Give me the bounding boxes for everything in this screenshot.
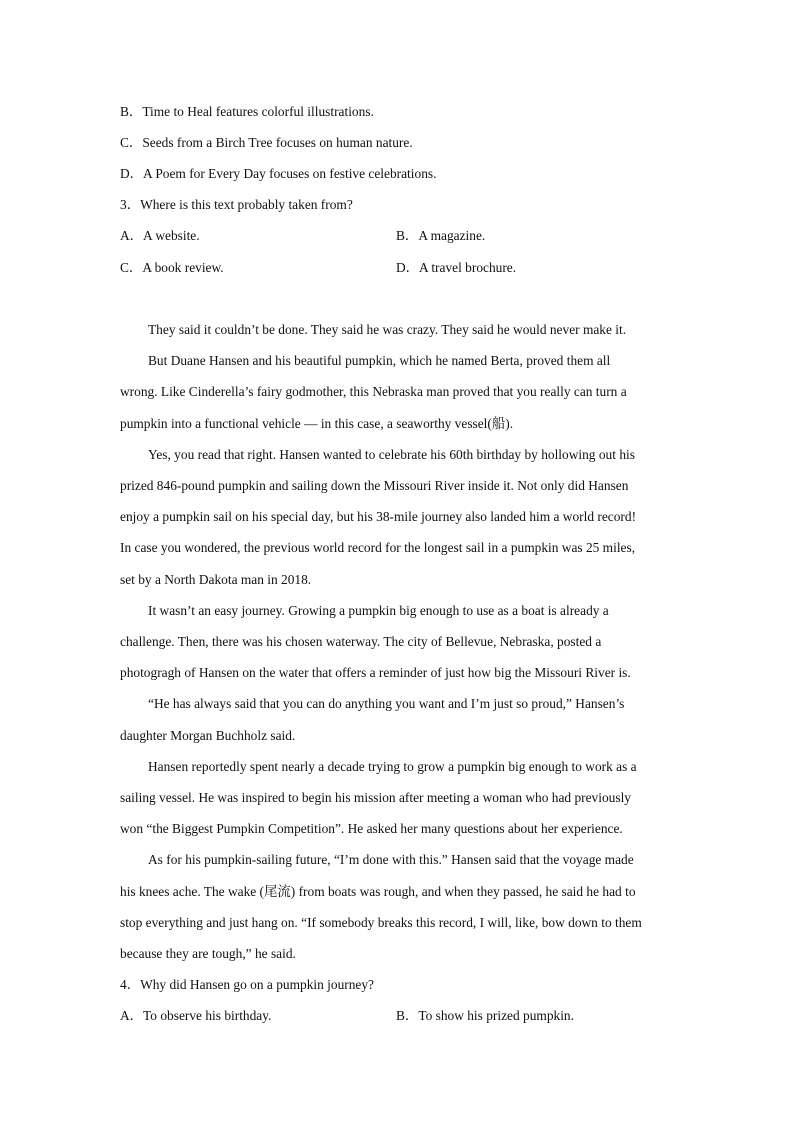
q4-option-a: A．To observe his birthday. <box>120 1008 272 1023</box>
q3-option-a: A．A website. <box>120 228 200 243</box>
q4-question: 4．Why did Hansen go on a pumpkin journey? <box>120 977 375 992</box>
q3-option-c: C．A book review. <box>120 260 224 275</box>
passage-p7-line4: because they are tough,” he said. <box>120 946 296 961</box>
passage-p2-line3: pumpkin into a functional vehicle — in this case, a seaworthy vessel(船). <box>120 416 514 431</box>
passage-p3-line4: In case you wondered, the previous world record for the longest sail in a pumpkin was 25 miles, <box>120 540 636 555</box>
q4-option-b: B．To show his prized pumpkin. <box>396 1008 574 1023</box>
passage-p3-line3: enjoy a pumpkin sail on his special day, but his 38-mile journey also landed him a world record! <box>120 509 637 524</box>
passage-p3-line2: prized 846-pound pumpkin and sailing down the Missouri River inside it. Not only did Hansen <box>120 478 629 493</box>
passage-p7-line3: stop everything and just hang on. “If somebody breaks this record, I will, like, bow down to them <box>120 915 642 930</box>
passage-p3-line1: Yes, you read that right. Hansen wanted to celebrate his 60th birthday by hollowing out his <box>148 447 635 462</box>
passage-p6-line3: won “the Biggest Pumpkin Competition”. He asked her many questions about her experience. <box>120 821 623 836</box>
passage-p1: They said it couldn’t be done. They said he was crazy. They said he would never make it. <box>148 322 627 337</box>
q2-option-c: C．Seeds from a Birch Tree focuses on human nature. <box>120 135 413 150</box>
passage-p2-line2: wrong. Like Cinderella’s fairy godmother, this Nebraska man proved that you really can turn a <box>120 384 627 399</box>
q3-question: 3．Where is this text probably taken from? <box>120 197 353 212</box>
passage-p6-line2: sailing vessel. He was inspired to begin his mission after meeting a woman who had previously <box>120 790 631 805</box>
passage-p3-line5: set by a North Dakota man in 2018. <box>120 572 312 587</box>
q2-option-b: B．Time to Heal features colorful illustrations. <box>120 104 374 119</box>
passage-p7-line1: As for his pumpkin-sailing future, “I’m done with this.” Hansen said that the voyage made <box>148 852 634 867</box>
q2-option-d: D．A Poem for Every Day focuses on festive celebrations. <box>120 166 437 181</box>
passage-p4-line1: It wasn’t an easy journey. Growing a pumpkin big enough to use as a boat is already a <box>148 603 609 618</box>
passage-p7-line2: his knees ache. The wake (尾流) from boats was rough, and when they passed, he said he had to <box>120 884 636 899</box>
q3-option-d: D．A travel brochure. <box>396 260 517 275</box>
passage-p5-line2: daughter Morgan Buchholz said. <box>120 728 296 743</box>
passage-p5-line1: “He has always said that you can do anything you want and I’m just so proud,” Hansen’s <box>148 696 625 711</box>
q3-option-b: B．A magazine. <box>396 228 486 243</box>
passage-p4-line3: photogragh of Hansen on the water that offers a reminder of just how big the Missouri River is. <box>120 665 631 680</box>
passage-p6-line1: Hansen reportedly spent nearly a decade trying to grow a pumpkin big enough to work as a <box>148 759 637 774</box>
passage-p2-line1: But Duane Hansen and his beautiful pumpkin, which he named Berta, proved them all <box>148 353 611 368</box>
passage-p4-line2: challenge. Then, there was his chosen waterway. The city of Bellevue, Nebraska, posted a <box>120 634 602 649</box>
